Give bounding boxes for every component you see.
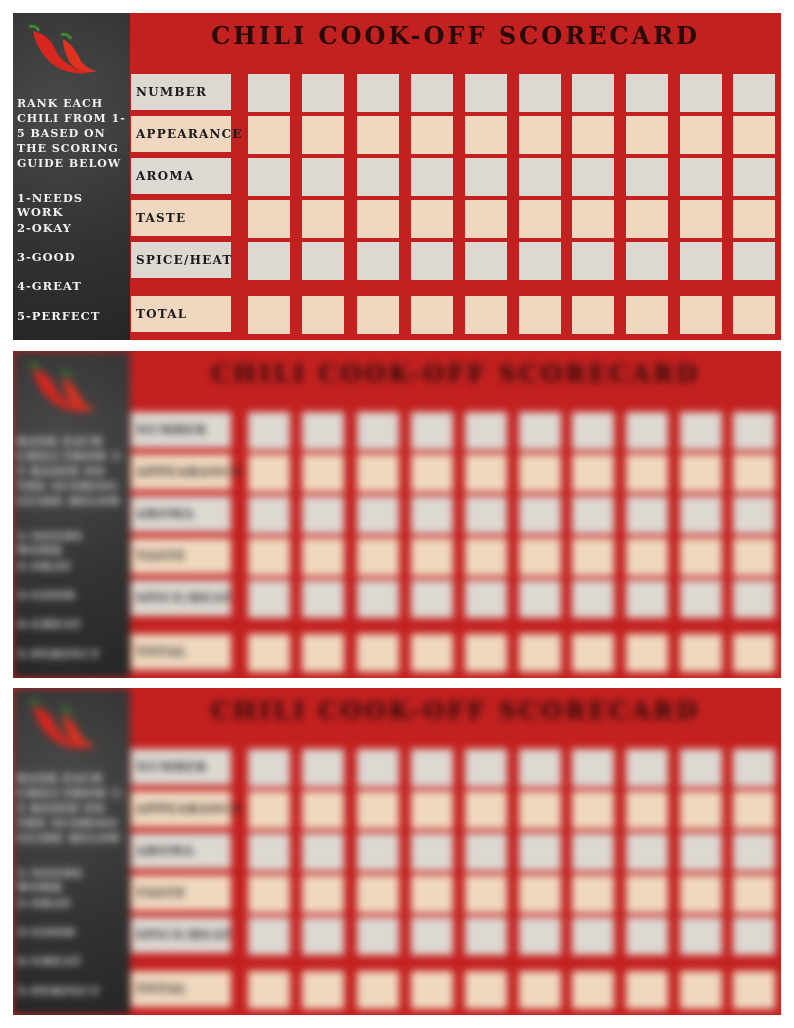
score-cell[interactable] — [519, 917, 561, 955]
score-cell[interactable] — [411, 538, 453, 576]
score-cell[interactable] — [572, 158, 614, 196]
score-cell[interactable] — [465, 116, 507, 154]
score-cell[interactable] — [465, 454, 507, 492]
score-cell[interactable] — [680, 200, 722, 238]
scale-item: 3-GOOD — [17, 925, 76, 939]
row-label: TOTAL — [131, 971, 231, 1007]
score-cell[interactable] — [733, 749, 775, 787]
score-cell[interactable] — [411, 158, 453, 196]
score-cell[interactable] — [733, 917, 775, 955]
score-cell[interactable] — [302, 749, 344, 787]
score-cell[interactable] — [302, 296, 344, 334]
score-cell[interactable] — [680, 833, 722, 871]
score-cell[interactable] — [248, 496, 290, 534]
score-cell[interactable] — [733, 875, 775, 913]
score-cell[interactable] — [357, 412, 399, 450]
score-cell[interactable] — [733, 454, 775, 492]
score-cell[interactable] — [411, 917, 453, 955]
score-cell[interactable] — [626, 412, 668, 450]
score-cell[interactable] — [357, 538, 399, 576]
score-cell[interactable] — [357, 74, 399, 112]
scale-item: 2-OKAY — [17, 896, 72, 910]
score-cell[interactable] — [680, 538, 722, 576]
score-cell[interactable] — [680, 496, 722, 534]
scale-item: 3-GOOD — [17, 588, 76, 602]
score-cell[interactable] — [248, 200, 290, 238]
score-cell[interactable] — [302, 158, 344, 196]
score-cell[interactable] — [248, 917, 290, 955]
score-cell[interactable] — [248, 971, 290, 1009]
row-label: TOTAL — [131, 296, 231, 332]
score-cell[interactable] — [519, 875, 561, 913]
scorecard-title: CHILI COOK-OFF SCORECARD — [211, 21, 700, 50]
score-cell[interactable] — [626, 917, 668, 955]
score-cell[interactable] — [572, 454, 614, 492]
score-cell[interactable] — [302, 454, 344, 492]
score-cell[interactable] — [733, 833, 775, 871]
score-cell[interactable] — [572, 296, 614, 334]
scale-item: 5-PERFECT — [17, 984, 101, 998]
score-cell[interactable] — [465, 158, 507, 196]
scoring-instructions: RANK EACH CHILI FROM 1-5 BASED ON THE SCORING GUIDE BELOW — [17, 435, 126, 508]
row-label: NUMBER — [131, 74, 231, 110]
score-cell[interactable] — [626, 496, 668, 534]
score-cell[interactable] — [302, 242, 344, 280]
score-cell[interactable] — [465, 749, 507, 787]
score-cell[interactable] — [626, 875, 668, 913]
score-cell[interactable] — [680, 749, 722, 787]
score-cell[interactable] — [248, 454, 290, 492]
score-cell[interactable] — [465, 538, 507, 576]
row-label: AROMA — [131, 833, 231, 869]
score-cell[interactable] — [626, 971, 668, 1009]
score-cell[interactable] — [248, 791, 290, 829]
score-cell[interactable] — [626, 296, 668, 334]
chalkboard-panel — [13, 688, 130, 1015]
score-cell[interactable] — [519, 496, 561, 534]
score-cell[interactable] — [302, 875, 344, 913]
score-cell[interactable] — [465, 74, 507, 112]
scale-item: 5-PERFECT — [17, 647, 101, 661]
score-cell[interactable] — [733, 971, 775, 1009]
chili-pepper-icon — [23, 696, 103, 752]
score-cell[interactable] — [465, 875, 507, 913]
score-cell[interactable] — [572, 496, 614, 534]
score-cell[interactable] — [357, 580, 399, 618]
score-cell[interactable] — [572, 971, 614, 1009]
chalkboard-panel — [13, 351, 130, 678]
row-label: SPICE/HEAT — [131, 242, 231, 278]
score-cell[interactable] — [411, 749, 453, 787]
score-cell[interactable] — [248, 158, 290, 196]
score-cell[interactable] — [680, 454, 722, 492]
score-cell[interactable] — [572, 580, 614, 618]
scale-item: 2-OKAY — [17, 221, 72, 235]
score-cell[interactable] — [248, 74, 290, 112]
score-cell[interactable] — [680, 296, 722, 334]
scorecard-title: CHILI COOK-OFF SCORECARD — [211, 696, 700, 725]
score-cell[interactable] — [733, 580, 775, 618]
score-cell[interactable] — [357, 296, 399, 334]
row-label: NUMBER — [131, 412, 231, 448]
score-cell[interactable] — [572, 749, 614, 787]
score-cell[interactable] — [519, 634, 561, 672]
score-cell[interactable] — [626, 580, 668, 618]
score-cell[interactable] — [519, 538, 561, 576]
score-cell[interactable] — [465, 971, 507, 1009]
score-cell[interactable] — [302, 580, 344, 618]
row-label: TASTE — [131, 538, 231, 574]
score-cell[interactable] — [680, 917, 722, 955]
score-cell[interactable] — [680, 791, 722, 829]
score-cell[interactable] — [626, 749, 668, 787]
score-cell[interactable] — [411, 412, 453, 450]
score-cell[interactable] — [302, 74, 344, 112]
score-cell[interactable] — [733, 634, 775, 672]
score-cell[interactable] — [519, 971, 561, 1009]
score-cell[interactable] — [626, 538, 668, 576]
score-cell[interactable] — [357, 158, 399, 196]
score-cell[interactable] — [680, 116, 722, 154]
score-cell[interactable] — [357, 791, 399, 829]
score-cell[interactable] — [519, 296, 561, 334]
score-cell[interactable] — [411, 791, 453, 829]
score-cell[interactable] — [626, 200, 668, 238]
score-cell[interactable] — [626, 74, 668, 112]
score-cell[interactable] — [572, 634, 614, 672]
score-cell[interactable] — [465, 634, 507, 672]
scale-item: 1-NEEDS WORK — [17, 529, 84, 557]
score-cell[interactable] — [465, 242, 507, 280]
score-cell[interactable] — [248, 580, 290, 618]
score-cell[interactable] — [465, 791, 507, 829]
score-cell[interactable] — [411, 971, 453, 1009]
score-cell[interactable] — [733, 496, 775, 534]
score-cell[interactable] — [302, 538, 344, 576]
score-cell[interactable] — [572, 242, 614, 280]
chalkboard-panel — [13, 13, 130, 340]
score-cell[interactable] — [626, 116, 668, 154]
score-cell[interactable] — [357, 749, 399, 787]
score-cell[interactable] — [248, 833, 290, 871]
score-cell[interactable] — [519, 242, 561, 280]
scale-item: 1-NEEDS WORK — [17, 191, 84, 219]
score-cell[interactable] — [626, 158, 668, 196]
score-cell[interactable] — [519, 200, 561, 238]
score-cell[interactable] — [519, 158, 561, 196]
row-label: APPEARANCE — [131, 116, 231, 152]
scorecard — [13, 13, 781, 340]
score-cell[interactable] — [733, 412, 775, 450]
score-cell[interactable] — [411, 875, 453, 913]
score-cell[interactable] — [465, 200, 507, 238]
score-cell[interactable] — [519, 454, 561, 492]
row-label: TASTE — [131, 875, 231, 911]
row-label: SPICE/HEAT — [131, 580, 231, 616]
score-cell[interactable] — [357, 833, 399, 871]
score-cell[interactable] — [357, 496, 399, 534]
row-label: TASTE — [131, 200, 231, 236]
score-cell[interactable] — [626, 242, 668, 280]
score-cell[interactable] — [248, 412, 290, 450]
score-cell[interactable] — [302, 971, 344, 1009]
score-cell[interactable] — [680, 580, 722, 618]
score-cell[interactable] — [733, 158, 775, 196]
row-label: APPEARANCE — [131, 454, 231, 490]
score-cell[interactable] — [733, 296, 775, 334]
score-cell[interactable] — [357, 200, 399, 238]
score-cell[interactable] — [411, 296, 453, 334]
score-cell[interactable] — [680, 875, 722, 913]
score-cell[interactable] — [572, 917, 614, 955]
score-cell[interactable] — [248, 875, 290, 913]
scale-item: 4-GREAT — [17, 617, 82, 631]
score-cell[interactable] — [357, 634, 399, 672]
score-cell[interactable] — [357, 917, 399, 955]
score-cell[interactable] — [680, 634, 722, 672]
score-cell[interactable] — [626, 634, 668, 672]
chili-pepper-icon — [23, 21, 103, 77]
score-cell[interactable] — [680, 158, 722, 196]
score-cell[interactable] — [519, 791, 561, 829]
score-cell[interactable] — [626, 454, 668, 492]
score-cell[interactable] — [411, 634, 453, 672]
score-cell[interactable] — [411, 200, 453, 238]
score-cell[interactable] — [248, 116, 290, 154]
score-cell[interactable] — [357, 116, 399, 154]
scale-item: 4-GREAT — [17, 279, 82, 293]
score-cell[interactable] — [411, 242, 453, 280]
scoring-instructions: RANK EACH CHILI FROM 1-5 BASED ON THE SCORING GUIDE BELOW — [17, 772, 126, 845]
score-cell[interactable] — [248, 634, 290, 672]
scorecard — [13, 688, 781, 1015]
score-cell[interactable] — [411, 454, 453, 492]
score-cell[interactable] — [411, 580, 453, 618]
scorecard — [13, 351, 781, 678]
scale-item: 2-OKAY — [17, 559, 72, 573]
score-cell[interactable] — [519, 833, 561, 871]
score-cell[interactable] — [572, 538, 614, 576]
score-cell[interactable] — [248, 538, 290, 576]
score-cell[interactable] — [733, 74, 775, 112]
scoring-instructions: RANK EACH CHILI FROM 1-5 BASED ON THE SCORING GUIDE BELOW — [17, 97, 126, 170]
scale-item: 4-GREAT — [17, 954, 82, 968]
score-cell[interactable] — [465, 580, 507, 618]
score-cell[interactable] — [302, 116, 344, 154]
score-cell[interactable] — [572, 875, 614, 913]
scale-item: 1-NEEDS WORK — [17, 866, 84, 894]
score-cell[interactable] — [733, 116, 775, 154]
scale-item: 5-PERFECT — [17, 309, 101, 323]
score-cell[interactable] — [519, 74, 561, 112]
score-cell[interactable] — [519, 749, 561, 787]
row-label: APPEARANCE — [131, 791, 231, 827]
score-cell[interactable] — [302, 200, 344, 238]
score-cell[interactable] — [411, 74, 453, 112]
score-cell[interactable] — [572, 74, 614, 112]
score-cell[interactable] — [465, 496, 507, 534]
score-cell[interactable] — [411, 833, 453, 871]
score-cell[interactable] — [248, 749, 290, 787]
score-cell[interactable] — [733, 242, 775, 280]
score-cell[interactable] — [302, 917, 344, 955]
score-cell[interactable] — [626, 833, 668, 871]
score-cell[interactable] — [411, 116, 453, 154]
scorecard-title: CHILI COOK-OFF SCORECARD — [211, 359, 700, 388]
score-cell[interactable] — [680, 242, 722, 280]
row-label: TOTAL — [131, 634, 231, 670]
score-cell[interactable] — [626, 791, 668, 829]
score-cell[interactable] — [302, 634, 344, 672]
score-cell[interactable] — [519, 580, 561, 618]
score-cell[interactable] — [357, 971, 399, 1009]
score-cell[interactable] — [572, 791, 614, 829]
score-cell[interactable] — [465, 296, 507, 334]
score-cell[interactable] — [733, 538, 775, 576]
score-cell[interactable] — [680, 74, 722, 112]
score-cell[interactable] — [357, 454, 399, 492]
score-cell[interactable] — [465, 917, 507, 955]
score-cell[interactable] — [465, 412, 507, 450]
chili-pepper-icon — [23, 359, 103, 415]
score-cell[interactable] — [302, 791, 344, 829]
score-cell[interactable] — [572, 412, 614, 450]
score-cell[interactable] — [519, 116, 561, 154]
score-cell[interactable] — [411, 496, 453, 534]
row-label: AROMA — [131, 158, 231, 194]
row-label: NUMBER — [131, 749, 231, 785]
row-label: AROMA — [131, 496, 231, 532]
score-cell[interactable] — [733, 200, 775, 238]
score-cell[interactable] — [572, 833, 614, 871]
score-cell[interactable] — [357, 875, 399, 913]
row-label: SPICE/HEAT — [131, 917, 231, 953]
score-cell[interactable] — [465, 833, 507, 871]
score-cell[interactable] — [519, 412, 561, 450]
score-cell[interactable] — [572, 116, 614, 154]
score-cell[interactable] — [680, 412, 722, 450]
score-cell[interactable] — [248, 296, 290, 334]
score-cell[interactable] — [302, 496, 344, 534]
score-cell[interactable] — [357, 242, 399, 280]
score-cell[interactable] — [248, 242, 290, 280]
score-cell[interactable] — [572, 200, 614, 238]
score-cell[interactable] — [733, 791, 775, 829]
score-cell[interactable] — [302, 833, 344, 871]
scale-item: 3-GOOD — [17, 250, 76, 264]
score-cell[interactable] — [680, 971, 722, 1009]
score-cell[interactable] — [302, 412, 344, 450]
